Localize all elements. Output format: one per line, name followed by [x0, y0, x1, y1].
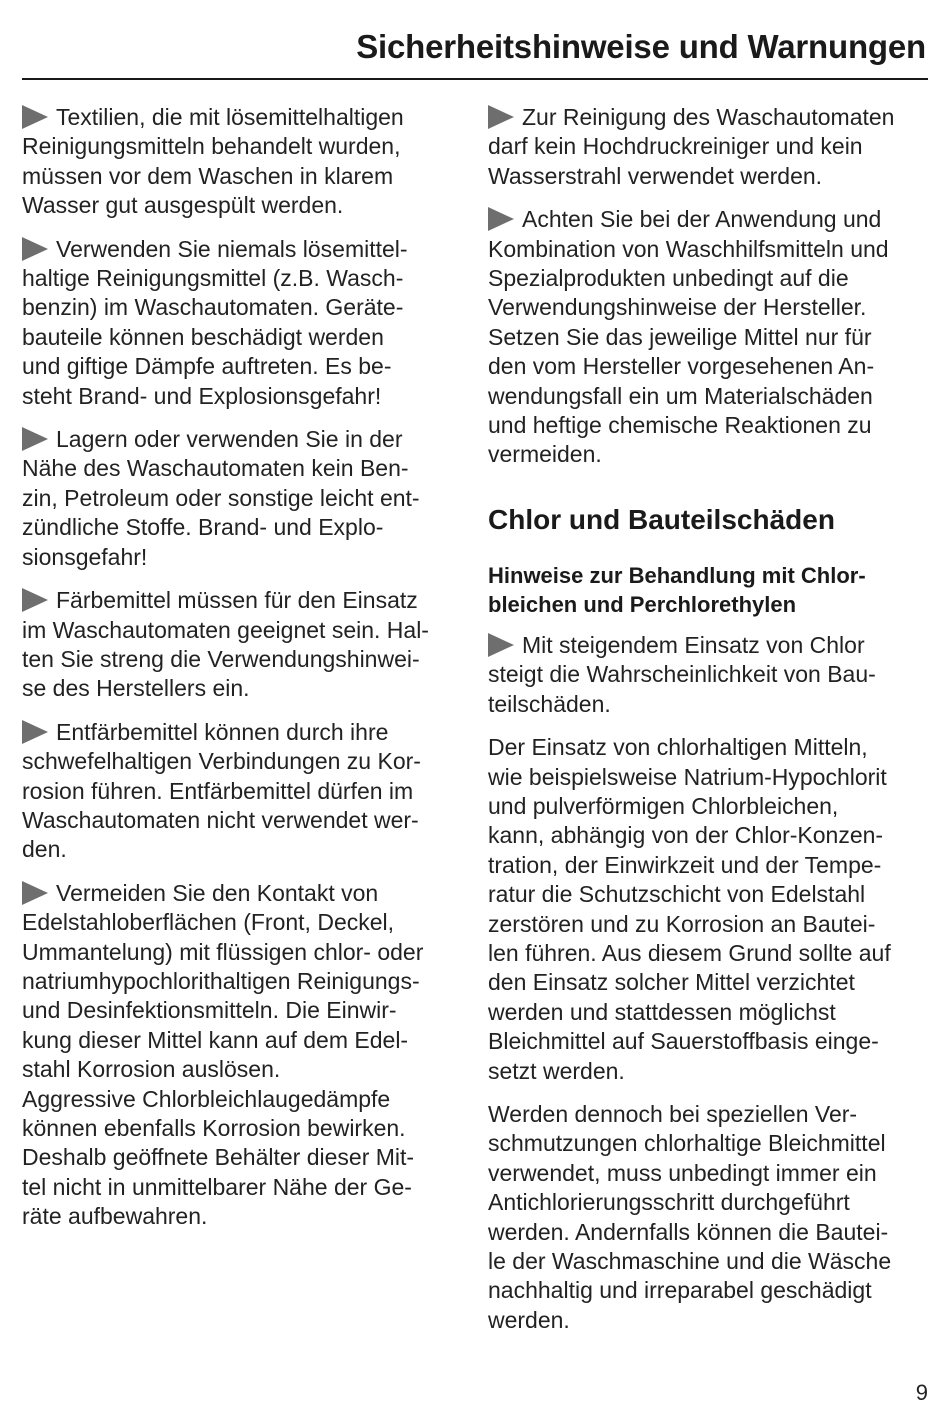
body-paragraph	[488, 1100, 933, 1335]
text-line	[488, 205, 933, 234]
text-line: werden.	[488, 1306, 570, 1333]
text-line: können ebenfalls Korrosion bewirken.	[22, 1115, 406, 1141]
text-line: kann, abhängig von der Chlor-Konzen-	[488, 822, 884, 849]
text-line: Edelstahloberflächen (Front, Deckel,	[22, 909, 395, 936]
section-heading: Chlor und Bauteilschäden	[488, 503, 835, 535]
text-line-content: Achten Sie bei der Anwendung und	[522, 206, 882, 233]
text-line: und pulverförmigen Chlorbleichen,	[488, 792, 839, 819]
text-line: schwefelhaltigen Verbindungen zu Kor-	[22, 748, 421, 775]
text-line: wie beispielsweise Natrium-Hypochlorit	[488, 763, 887, 790]
page-header	[22, 22, 928, 80]
text-line	[488, 103, 933, 132]
text-line: le der Waschmaschine und die Wäsche	[488, 1248, 892, 1274]
text-line	[22, 235, 462, 264]
text-line: zerstören und zu Korrosion an Bautei-	[488, 910, 876, 937]
text-line	[22, 718, 462, 747]
text-line: Wasserstrahl verwendet werden.	[488, 162, 823, 189]
text-line: und heftige chemische Reaktionen zu	[488, 412, 872, 439]
text-line-content: Entfärbemittel können durch ihre	[56, 718, 389, 745]
text-line: Ummantelung) mit flüssigen chlor- oder	[22, 938, 424, 965]
text-line: teilschäden.	[488, 690, 611, 717]
text-line: steigt die Wahrscheinlichkeit von Bau-	[488, 661, 876, 688]
page-number: 9	[915, 1380, 928, 1405]
text-line: stahl Korrosion auslösen.	[22, 1056, 281, 1083]
text-line: Spezialprodukten unbedingt auf die	[488, 265, 849, 292]
warning-paragraph	[488, 205, 933, 470]
text-line: Wasser gut ausgespült werden.	[22, 192, 344, 219]
warning-paragraph	[22, 879, 462, 1232]
text-line: zündliche Stoffe. Brand- und Explo-	[22, 514, 384, 541]
warning-paragraph	[488, 631, 933, 719]
text-line: räte aufbewahren.	[22, 1203, 208, 1230]
arrow-bullet-icon	[22, 237, 48, 261]
subheading-line: bleichen und Perchlorethylen	[488, 591, 797, 617]
text-line: Bleichmittel auf Sauerstoffbasis einge-	[488, 1028, 879, 1055]
text-line	[22, 425, 462, 454]
text-line: benzin) im Waschautomaten. Geräte-	[22, 294, 404, 321]
arrow-bullet-icon	[22, 427, 48, 451]
right-top-paragraphs	[488, 103, 933, 470]
text-line: verwendet, muss unbedingt immer ein	[488, 1159, 877, 1186]
right-column	[488, 103, 933, 1349]
left-column	[22, 103, 462, 1246]
subheading-line: Hinweise zur Behandlung mit Chlor-	[488, 562, 866, 588]
text-line: natriumhypochlorithaltigen Reinigungs-	[22, 967, 420, 994]
page-title: Sicherheitshinweise und Warnungen	[356, 28, 926, 65]
warning-paragraph	[22, 235, 462, 411]
text-line: Reinigungsmitteln behandelt wurden,	[22, 133, 401, 160]
text-line: sionsgefahr!	[22, 543, 148, 570]
text-line: Verwendungshinweise der Hersteller.	[488, 294, 867, 321]
text-line	[488, 631, 933, 660]
arrow-bullet-icon	[488, 207, 514, 231]
text-line: ratur die Schutzschicht von Edelstahl	[488, 881, 866, 908]
right-bottom-paragraphs	[488, 631, 933, 1335]
text-line: den.	[22, 836, 67, 863]
text-line: wendungsfall ein um Materialschäden	[488, 382, 873, 409]
text-line: vermeiden.	[488, 441, 602, 468]
text-line-content: Vermeiden Sie den Kontakt von	[56, 879, 379, 906]
text-line: bauteile können beschädigt werden	[22, 323, 384, 350]
text-line: nachhaltig und irreparabel geschädigt	[488, 1277, 872, 1304]
text-line: Aggressive Chlorbleichlaugedämpfe	[22, 1085, 391, 1112]
text-line-content: Textilien, die mit lösemittelhaltigen	[56, 104, 404, 130]
arrow-bullet-icon	[488, 633, 514, 657]
text-line: kung dieser Mittel kann auf dem Edel-	[22, 1026, 409, 1053]
arrow-bullet-icon	[22, 588, 48, 612]
text-line-content: Färbemittel müssen für den Einsatz	[56, 587, 418, 614]
text-line: se des Herstellers ein.	[22, 675, 250, 702]
text-line: Setzen Sie das jeweilige Mittel nur für	[488, 323, 872, 350]
warning-paragraph	[22, 718, 462, 865]
text-line: im Waschautomaten geeignet sein. Hal-	[22, 616, 429, 643]
text-line: tration, der Einwirkzeit und der Tempe-	[488, 851, 882, 878]
text-line-content: Verwenden Sie niemals lösemittel-	[56, 235, 408, 262]
text-line: haltige Reinigungsmittel (z.B. Wasch-	[22, 265, 404, 292]
text-line: werden und stattdessen möglichst	[488, 998, 836, 1025]
text-line: Waschautomaten nicht verwendet wer-	[22, 806, 419, 833]
text-line	[22, 586, 462, 615]
warning-paragraph	[488, 103, 933, 191]
warning-paragraph	[22, 586, 462, 704]
arrow-bullet-icon	[22, 720, 48, 744]
subheading	[488, 561, 933, 619]
body-paragraph	[488, 733, 933, 1086]
warning-paragraph	[22, 425, 462, 572]
warning-paragraph	[22, 103, 462, 221]
text-line: steht Brand- und Explosionsgefahr!	[22, 382, 382, 409]
text-line: setzt werden.	[488, 1057, 625, 1084]
text-line: darf kein Hochdruckreiniger und kein	[488, 133, 863, 160]
text-line: schmutzungen chlorhaltige Bleichmittel	[488, 1130, 886, 1157]
text-line: Werden dennoch bei speziellen Ver-	[488, 1100, 858, 1127]
text-line: Deshalb geöffnete Behälter dieser Mit-	[22, 1144, 415, 1171]
arrow-bullet-icon	[22, 881, 48, 905]
text-line: Der Einsatz von chlorhaltigen Mitteln,	[488, 734, 868, 761]
text-line: müssen vor dem Waschen in klarem	[22, 162, 394, 189]
text-line-content: Mit steigendem Einsatz von Chlor	[522, 631, 865, 658]
text-line	[22, 879, 462, 908]
text-line: den Einsatz solcher Mittel verzichtet	[488, 969, 855, 996]
text-line: und Desinfektionsmitteln. Die Einwir-	[22, 997, 397, 1024]
text-line-content: Zur Reinigung des Waschautomaten	[522, 104, 895, 130]
text-line: den vom Hersteller vorgesehenen An-	[488, 353, 875, 380]
text-line: Nähe des Waschautomaten kein Ben-	[22, 455, 409, 482]
text-line: rosion führen. Entfärbemittel dürfen im	[22, 777, 414, 804]
text-line: Kombination von Waschhilfsmitteln und	[488, 235, 889, 262]
text-line: Antichlorierungsschritt durchgeführt	[488, 1189, 850, 1216]
text-line: werden. Andernfalls können die Bautei-	[488, 1218, 889, 1245]
text-line: ten Sie streng die Verwendungshinwei-	[22, 645, 420, 672]
arrow-bullet-icon	[22, 105, 48, 129]
arrow-bullet-icon	[488, 105, 514, 129]
text-line: zin, Petroleum oder sonstige leicht ent-	[22, 484, 420, 511]
text-line	[22, 103, 462, 132]
text-line: len führen. Aus diesem Grund sollte auf	[488, 939, 891, 966]
text-line: und giftige Dämpfe auftreten. Es be-	[22, 353, 392, 380]
text-line: tel nicht in unmittelbarer Nähe der Ge-	[22, 1173, 412, 1200]
text-line-content: Lagern oder verwenden Sie in der	[56, 426, 403, 453]
